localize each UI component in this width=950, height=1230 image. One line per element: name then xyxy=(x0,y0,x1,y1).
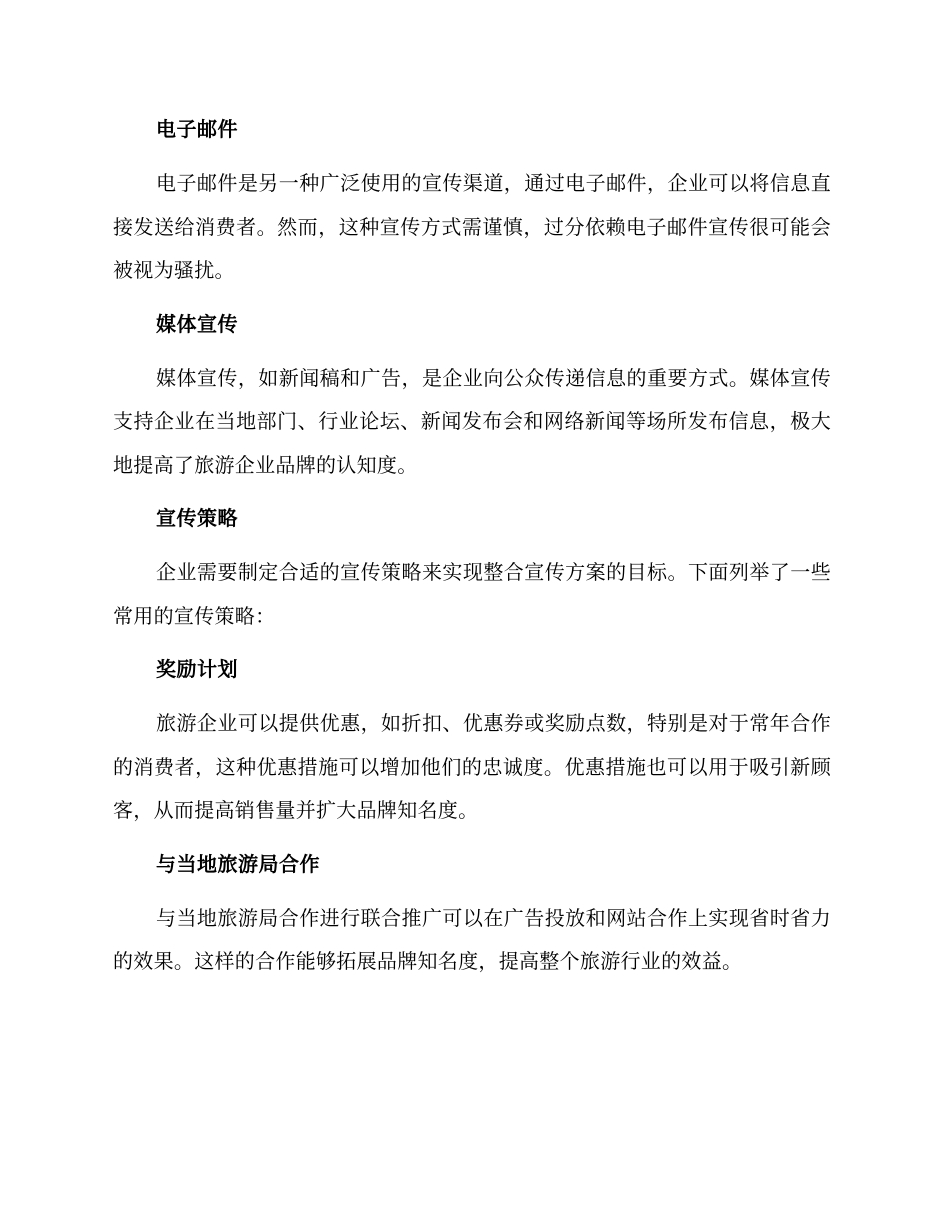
section-body-tourism-bureau: 与当地旅游局合作进行联合推广可以在广告投放和网站合作上实现省时省力的效果。这样的合作能够拓展品牌知名度，提高整个旅游行业的效益。 xyxy=(113,905,831,973)
section-body-email: 电子邮件是另一种广泛使用的宣传渠道，通过电子邮件，企业可以将信息直接发送给消费者。然而，这种宣传方式需谨慎，过分依赖电子邮件宣传很可能会被视为骚扰。 xyxy=(113,171,831,282)
section-heading-tourism-bureau: 与当地旅游局合作 xyxy=(156,851,320,876)
section-body-media: 媒体宣传，如新闻稿和广告，是企业向公众传递信息的重要方式。媒体宣传支持企业在当地部门、行业论坛、新闻发布会和网络新闻等场所发布信息，极大地提高了旅游企业品牌的认知度。 xyxy=(113,365,831,477)
section-heading-rewards: 奖励计划 xyxy=(156,657,238,681)
section-heading-strategy: 宣传策略 xyxy=(156,506,238,530)
section-heading-email: 电子邮件 xyxy=(156,117,238,141)
document-content xyxy=(113,112,831,998)
section-heading-media: 媒体宣传 xyxy=(156,311,238,336)
section-body-strategy: 企业需要制定合适的宣传策略来实现整合宣传方案的目标。下面列举了一些常用的宣传策略： xyxy=(113,560,831,628)
section-body-rewards: 旅游企业可以提供优惠，如折扣、优惠券或奖励点数，特别是对于常年合作的消费者，这种优惠措施可以增加他们的忠诚度。优惠措施也可以用于吸引新顾客，从而提高销售量并扩大品牌知名度。 xyxy=(113,711,831,822)
